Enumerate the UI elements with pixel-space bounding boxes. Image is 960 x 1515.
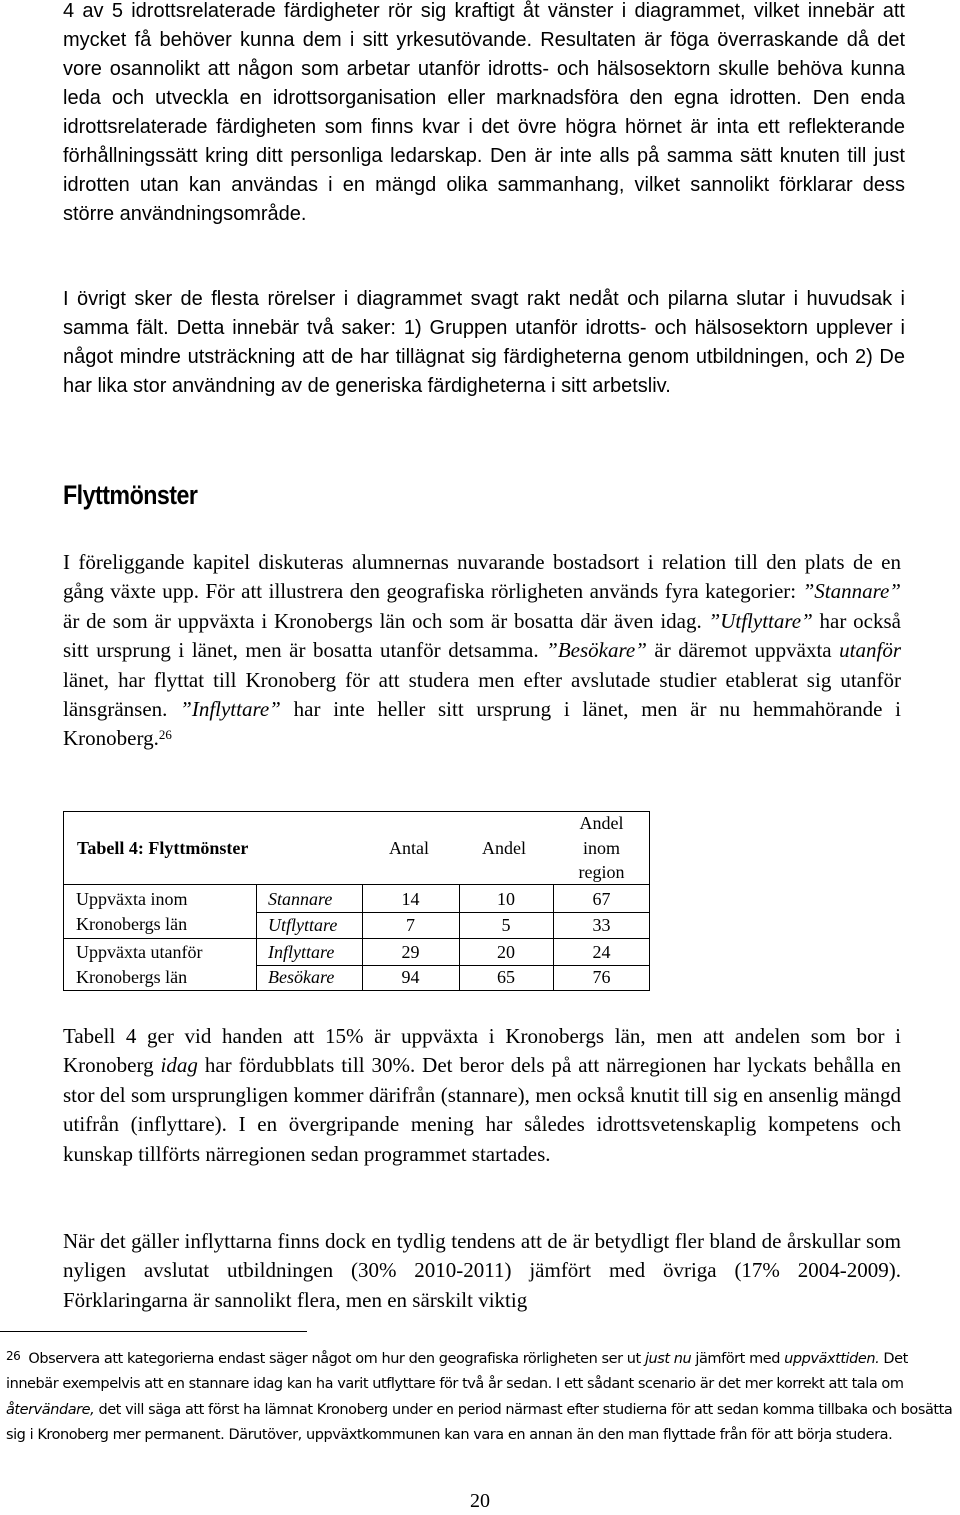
footnote-separator — [0, 1331, 307, 1332]
paragraph-skills-analysis: 4 av 5 idrottsrelaterade färdigheter rör sig kraftigt åt vänster i diagrammet, vilket innebär att mycket få behöver kunna dem i sitt yrkesutövande. Resultaten är föga överraskande då det vore osannolikt att någon som arbetar utanför idrotts- och hälsosektorn skulle behöva kunna leda och utveckla en idrottsorganisation eller marknadsföra den egna idrotten. Den enda idrottsrelaterade färdigheten som finns kvar i det övre högra hörnet är inta ett reflekterande förhållningssätt kring ditt personliga ledarskap. Den är inte alls på samma sätt knuten till just idrotten utan kan användas i en mängd olika sammanhang, vilket sannolikt förklarar dess större användningsområde. — [63, 0, 905, 225]
table-cell-region: 24 — [592, 942, 611, 962]
group-label-inom-2: Kronobergs län — [76, 914, 188, 934]
col-header-region-1: Andel — [579, 813, 624, 833]
table-cell-andel: 10 — [497, 889, 515, 909]
table-cell-antal: 14 — [401, 889, 420, 909]
table-cell-andel: 5 — [501, 915, 511, 935]
footnote-mark: 26 — [6, 1349, 21, 1363]
paragraph-table-discussion: Tabell 4 ger vid handen att 15% är uppväxta i Kronobergs län, men att andelen som bor i Kronoberg idag har fördubblats till 30%. Det beror dels på att närregionen har lyckats behålla en stor del som ursprungligen kommer därifrån (stannare), men också knutit till sig en ansenlig mängd utifrån (inflyttare). I en övergripande mening har således idrottsvetenskaplig kompetens och kunskap tillförts närregionen sedan programmet startades. — [63, 1024, 902, 1166]
page-number: 20 — [470, 1490, 490, 1512]
paragraph-inflyttare-trend: När det gäller inflyttarna finns dock en tydlig tendens att de är betydligt fler bland de årskullar som nyligen avslutat utbildningen (30% 2010-2011) jämfört med övriga (17% 2004-2009). Förklaringarna är sannolikt flera, men en särskilt viktig — [63, 1229, 901, 1312]
table-cell-category: Besökare — [268, 967, 335, 987]
table-cell-category: Inflyttare — [268, 942, 335, 962]
term-inflyttare: ”Inflyttare” — [180, 697, 281, 722]
table-cell-antal: 29 — [401, 942, 420, 962]
table-cell-antal: 94 — [401, 967, 420, 987]
table-title: Tabell 4: Flyttmönster — [77, 838, 249, 858]
group-label-utanfor-1: Uppväxta utanför — [76, 942, 203, 962]
table-cell-category: Stannare — [268, 889, 333, 909]
table-cell-andel: 65 — [497, 967, 515, 987]
col-header-antal: Antal — [389, 838, 429, 858]
group-label-inom-1: Uppväxta inom — [76, 889, 188, 909]
table-cell-antal: 7 — [406, 915, 415, 935]
table-cell-region: 33 — [592, 915, 611, 935]
table-cell-category: Utflyttare — [268, 915, 338, 935]
table-cell-region: 76 — [592, 967, 611, 987]
col-header-andel: Andel — [482, 838, 526, 858]
term-besokare: ”Besökare” — [546, 638, 647, 663]
footnote-reference[interactable]: 26 — [158, 727, 172, 743]
section-heading: Flyttmönster — [63, 480, 198, 510]
col-header-region-2: inom — [582, 838, 620, 858]
term-utflyttare: ”Utflyttare” — [708, 608, 813, 633]
paragraph-diagram-movements: I övrigt sker de flesta rörelser i diagrammet svagt rakt nedåt och pilarna slutar i huvudsak i samma fält. Detta innebär två saker: 1) Gruppen utanför idrotts- och hälsosektorn upplever i något mindre utsträckning att de har tillägnat sig färdigheterna genom utbildningen, och 2) De har lika stor användning av de generiska färdigheterna i sitt arbetsliv. — [63, 288, 905, 397]
col-header-region-3: region — [578, 862, 625, 882]
term-stannare: ”Stannare” — [802, 579, 901, 604]
table-cell-andel: 20 — [497, 942, 515, 962]
table-cell-region: 67 — [592, 889, 611, 909]
paragraph-migration-intro: I föreliggande kapitel diskuteras alumnernas nuvarande bostadsort i relation till den plats de en gång växte upp. För att illustrera den geografiska rörligheten används fyra kategorier: ”Stannare” är de som är uppväxta i Kronobergs län och som är bosatta där även idag. ”Utflyttare” har också sitt ursprung i länet, men är bosatta utanför detsamma. ”Besökare” är däremot uppväxta utanför länet, har flyttat till Kronoberg för att studera men efter avslutade studier etablerat sig utanför länsgränsen. ”Inflyttare” har inte heller sitt ursprung i länet, men är nu hemmahörande i Kronoberg.$^{26}$ — [63, 550, 902, 751]
footnote-26: $^{26}$ Observera att kategorierna endast säger något om hur den geografiska rörligheten ser ut just nu jämfört med uppväxttiden. Det innebär exempelvis att en stannare idag kan ha varit utflyttare för två år sedan. I ett sådant scenario är det mer korrekt att tala om återvändare, det vill säga att först ha lämnat Kronoberg under en period närmast efter studierna för att sedan komma tillbaka och bosätta sig i Kronoberg mer permanent. Därutöver, uppväxtkommunen kan vara en annan än den man flyttade från för att börja studera. — [6, 1349, 953, 1443]
group-label-utanfor-2: Kronobergs län — [76, 967, 188, 987]
